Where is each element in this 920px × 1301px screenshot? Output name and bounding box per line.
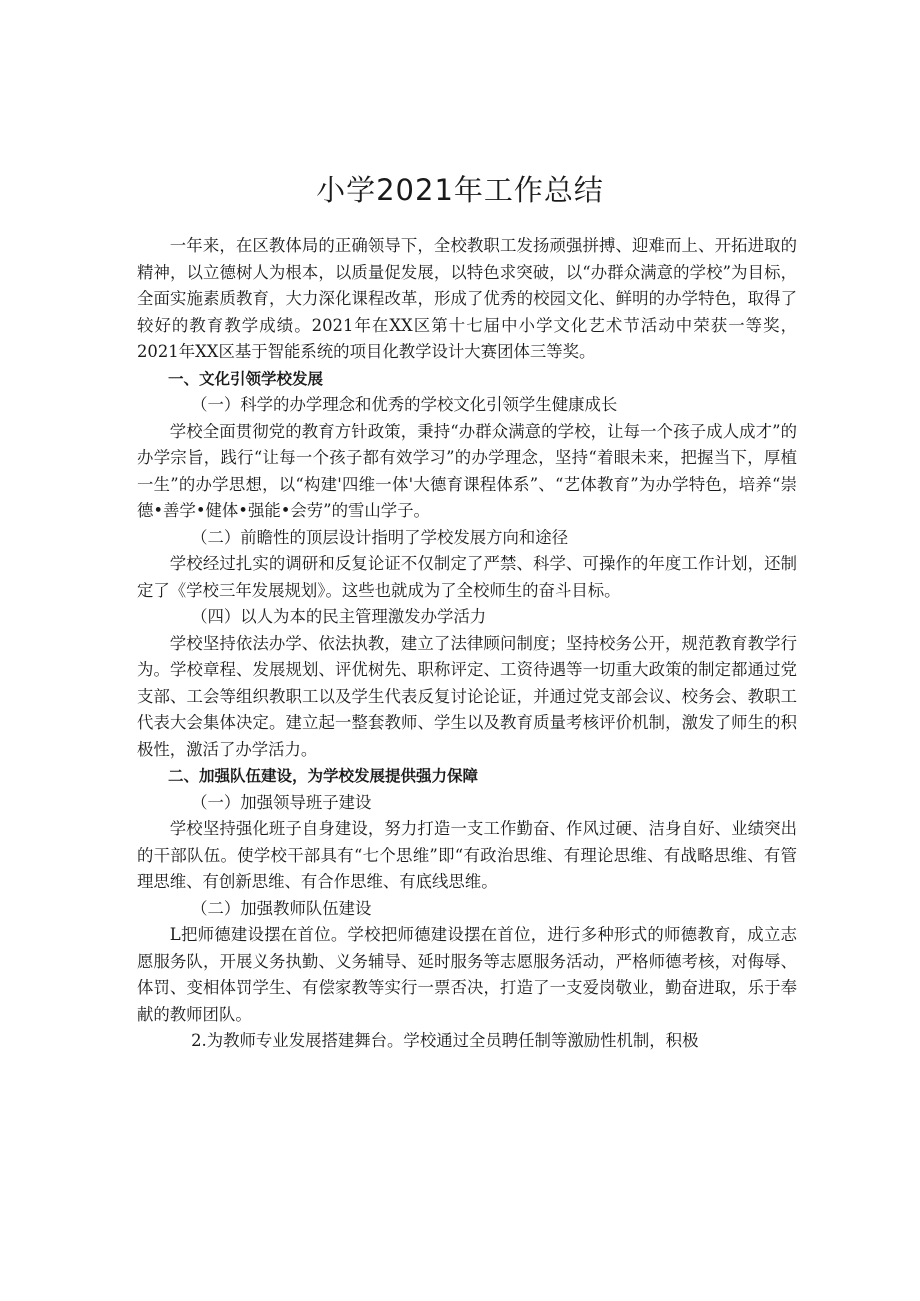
section2-sub1-text: 学校坚持强化班子自身建设，努力打造一支工作勤奋、作风过硬、洁身自好、业绩突出的干部队伍。使学校干部具有“七个思维”即“有政治思维、有理论思维、有战略思维、有管理思维、有创新思维、有合作思维、有底线思维。	[137, 819, 797, 891]
section1-sub2-text: 学校经过扎实的调研和反复论证不仅制定了严禁、科学、可操作的年度工作计划，还制定了《学校三年发展规划》。这些也就成为了全校师生的奋斗目标。	[137, 554, 797, 600]
section1-heading: 一、文化引领学校发展	[168, 369, 324, 388]
section2-sub2-heading: （二）加强教师队伍建设	[191, 898, 372, 918]
section1-sub1-heading: （一）科学的办学理念和优秀的学校文化引领学生健康成长	[191, 395, 618, 414]
section2-sub1-heading: （一）加强领导班子建设	[191, 792, 372, 812]
section1-sub1-text: 学校全面贯彻党的教育方针政策，秉持“办群众满意的学校，让每一个孩子成人成才”的办学宗旨，践行“让每一个孩子都有效学习”的办学理念，坚持“着眼未来，把握当下，厚植一生”的办学思想，以“构建'四维一体'大德育课程体系”、“艺体教育”为办学特色，培养“崇德•善学•健体•强能•会劳”的雪山学子。	[137, 421, 797, 520]
document-body	[137, 233, 797, 1055]
section1-sub2-heading: （二）前瞻性的顶层设计指明了学校发展方向和途径	[191, 527, 569, 547]
document-title: 小学2021年工作总结	[316, 173, 604, 207]
section2-sub2-item1: L把师德建设摆在首位。学校把师德建设摆在首位，进行多种形式的师德教育，成立志愿服务队，开展义务执勤、义务辅导、延时服务等志愿服务活动，严格师德考核，对侮辱、体罚、变相体罚学生、有偿家教等实行一票否决，打造了一支爱岗敬业，勤奋进取，乐于奉献的教师团队。	[137, 925, 797, 1024]
intro-paragraph: 一年来，在区教体局的正确领导下，全校教职工发扬顽强拼搏、迎难而上、开拓进取的精神，以立德树人为根本，以质量促发展，以特色求突破，以“办群众满意的学校”为目标，全面实施素质教育，大力深化课程改革，形成了优秀的校园文化、鲜明的办学特色，取得了较好的教育教学成绩。2021年在XX区第十七届中小学文化艺术节活动中荣获一等奖，2021年XX区基于智能系统的项目化教学设计大赛团体三等奖。	[137, 236, 797, 361]
section1-sub4-heading: （四）以人为本的民主管理激发办学活力	[191, 607, 487, 626]
section2-sub2-item2: 2.为教师专业发展搭建舞台。学校通过全员聘任制等激励性机制，积极	[191, 1031, 699, 1050]
section2-heading: 二、加强队伍建设，为学校发展提供强力保障	[168, 767, 479, 785]
section1-sub4-text: 学校坚持依法办学、依法执教，建立了法律顾问制度；坚持校务公开，规范教育教学行为。学校章程、发展规划、评优树先、职称评定、工资待遇等一切重大政策的制定都通过党支部、工会等组织教职工以及学生代表反复讨论论证，并通过党支部会议、校务会、教职工代表大会集体决定。建立起一整套教师、学生以及教育质量考核评价机制，激发了师生的积极性，激活了办学活力。	[137, 633, 797, 759]
